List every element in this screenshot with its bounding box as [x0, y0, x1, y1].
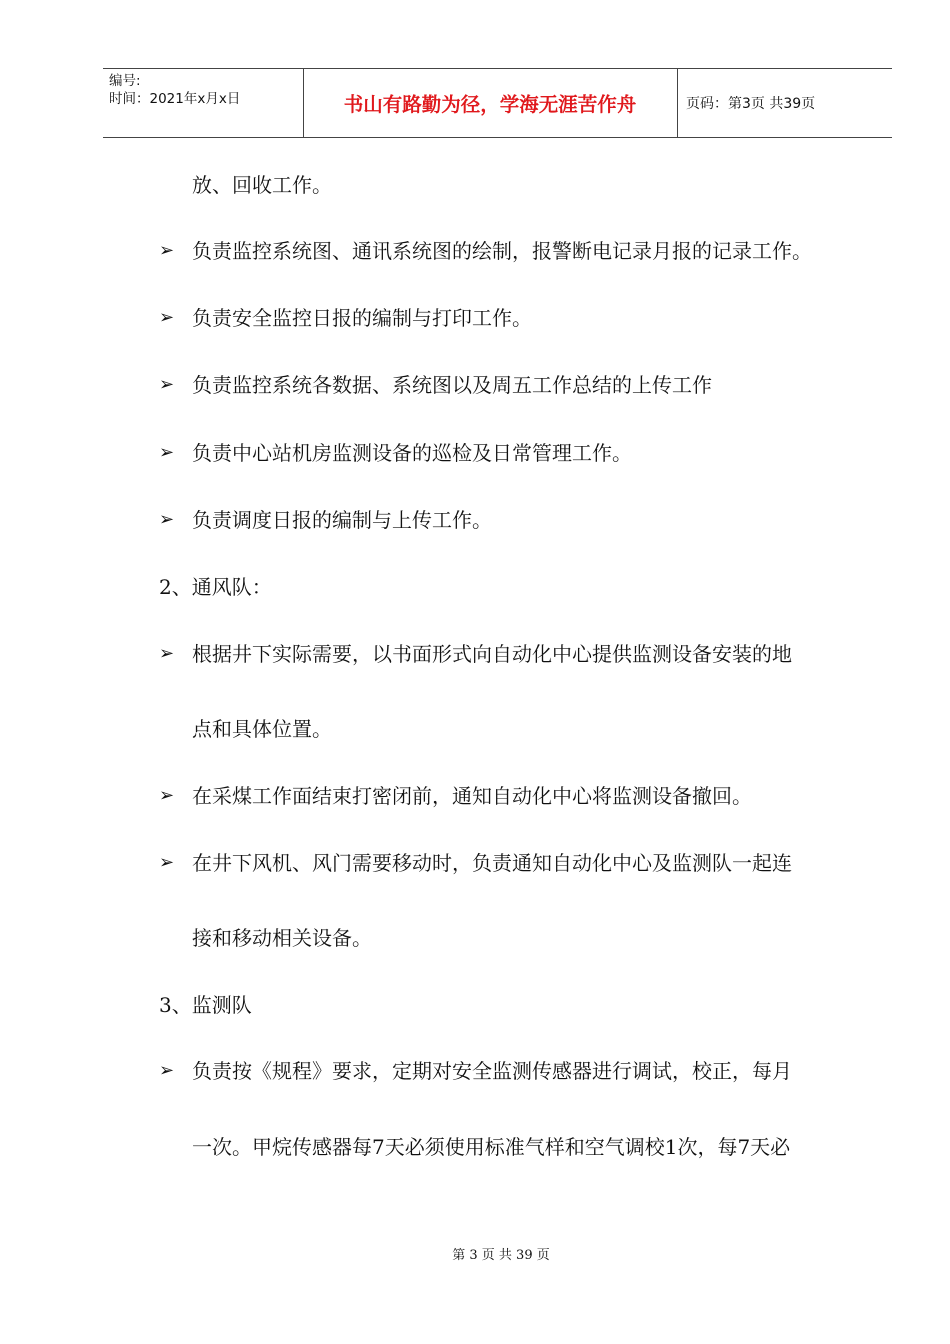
paragraph-line: 接和移动相关设备。 — [192, 926, 372, 950]
paragraph-line: 2、通风队： — [159, 575, 272, 599]
bullet-icon: ➢ — [159, 852, 175, 873]
time-label: 时间：2021年x月x日 — [109, 91, 241, 107]
footer-page-number: 第 3 页 共 39 页 — [452, 1248, 550, 1263]
bullet-item-text: 在井下风机、风门需要移动时，负责通知自动化中心及监测队一起连 — [192, 851, 792, 875]
bullet-icon: ➢ — [159, 307, 175, 328]
bullet-item-text: 负责监控系统图、通讯系统图的绘制，报警断电记录月报的记录工作。 — [192, 239, 812, 263]
bullet-item-text: 负责中心站机房监测设备的巡检及日常管理工作。 — [192, 441, 632, 465]
bullet-icon: ➢ — [159, 785, 175, 806]
bullet-item-text: 负责安全监控日报的编制与打印工作。 — [192, 306, 532, 330]
bullet-icon: ➢ — [159, 1060, 175, 1081]
bullet-item-text: 根据井下实际需要，以书面形式向自动化中心提供监测设备安装的地 — [192, 642, 792, 666]
paragraph-line: 3、监测队 — [159, 993, 252, 1017]
bullet-item-text: 负责监控系统各数据、系统图以及周五工作总结的上传工作 — [192, 373, 712, 397]
bullet-icon: ➢ — [159, 509, 175, 530]
bullet-item-text: 负责调度日报的编制与上传工作。 — [192, 508, 492, 532]
paragraph-line: 点和具体位置。 — [192, 717, 332, 741]
bullet-icon: ➢ — [159, 643, 175, 664]
bullet-icon: ➢ — [159, 374, 175, 395]
paragraph-line: 一次。甲烷传感器每7天必须使用标准气样和空气调校1次，每7天必 — [192, 1135, 791, 1159]
paragraph-line: 放、回收工作。 — [192, 173, 332, 197]
motto: 书山有路勤为径，学海无涯苦作舟 — [343, 93, 637, 116]
bullet-item-text: 负责按《规程》要求，定期对安全监测传感器进行调试，校正，每月 — [192, 1059, 792, 1083]
number-label: 编号: — [109, 73, 141, 89]
bullet-icon: ➢ — [159, 240, 175, 261]
header-page-info: 页码：第3页 共39页 — [686, 96, 816, 112]
page-footer — [0, 1244, 950, 1263]
bullet-icon: ➢ — [159, 442, 175, 463]
bullet-item-text: 在采煤工作面结束打密闭前，通知自动化中心将监测设备撤回。 — [192, 784, 752, 808]
